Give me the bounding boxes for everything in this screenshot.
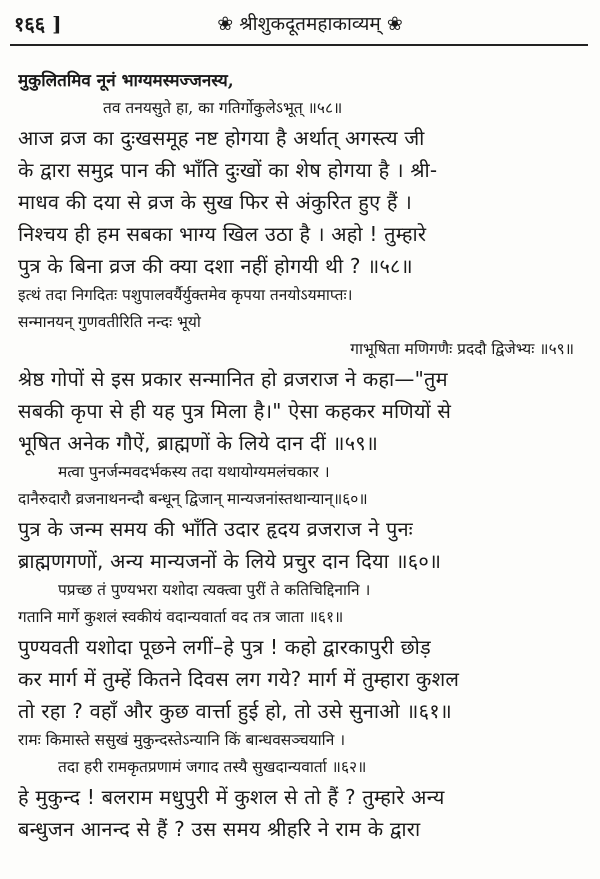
translation-line: सबकी कृपा से ही यह पुत्र मिला है।" ऐसा कहकर मणियों से (18, 399, 452, 423)
verse-line: रामः किमास्ते ससुखं मुकुन्दस्तेऽन्यानि किं बान्धवसञ्चयानि । (18, 731, 346, 749)
verse-line: तदा हरी रामकृतप्रणामं जगाद तस्यै सुखदान्यवार्ता ॥६२॥ (58, 758, 367, 776)
translation-line: के द्वारा समुद्र पान की भाँति दुःखों का शेष होगया है । श्री- (18, 158, 438, 182)
verse-line: मत्वा पुनर्जन्मवदर्भकस्य तदा यथायोग्यमलंचकार । (58, 463, 330, 481)
verse-line: मुकुलितमिव नूनं भाग्यमस्मज्जनस्य, (18, 71, 234, 91)
translation-line: भूषित अनेक गौऐं, ब्राह्मणों के लिये दान दीं ॥५९॥ (18, 431, 379, 455)
translation-line: पुत्र के जन्म समय की भाँति उदार हृदय व्रजराज ने पुनः (18, 517, 413, 541)
translation-line: कर मार्ग में तुम्हें कितने दिवस लग गये? मार्ग में तुम्हारा कुशल (18, 667, 460, 691)
translation-line: पुत्र के बिना व्रज की क्या दशा नहीं होगयी थी ? ॥५८॥ (18, 254, 413, 278)
translation-line: बन्धुजन आनन्द से हैं ? उस समय श्रीहरि ने राम के द्वारा (18, 817, 421, 841)
page-body (18, 68, 586, 845)
verse-line: दानैरुदारौ व्रजनाथनन्दौ बन्धून् द्विजान् मान्यजनांस्तथान्यान्॥६०॥ (18, 490, 368, 508)
translation-line: निश्चय ही हम सबका भाग्य खिल उठा है । अहो ! तुम्हारे (18, 222, 427, 246)
verse-line: गतानि मार्गे कुशलं स्वकीयं वदान्यवार्ता वद तत्र जाता ॥६१॥ (18, 608, 344, 626)
verse-line: सन्मानयन् गुणवतीरिति नन्दः भूयो (18, 313, 201, 331)
translation-line: ब्राह्मणगणों, अन्य मान्यजनों के लिये प्रचुर दान दिया ॥६०॥ (18, 549, 442, 573)
page-header (10, 8, 590, 40)
verse-line: इत्थं तदा निगदितः पशुपालवर्यैर्युक्तमेव कृपया तनयोऽयमाप्तः। (18, 286, 353, 304)
translation-line: पुण्यवती यशोदा पूछने लगीं–हे पुत्र ! कहो द्वारकापुरी छोड़ (18, 635, 431, 659)
verse-line: तव तनयसुते हा, का गतिर्गोकुलेऽभूत् ॥५८॥ (103, 99, 343, 117)
translation-line: तो रहा ? वहाँ और कुछ वार्त्ता हुई हो, तो उसे सुनाओ ॥६१॥ (18, 699, 452, 723)
translation-line: हे मुकुन्द ! बलराम मधुपुरी में कुशल से तो हैं ? तुम्हारे अन्य (18, 785, 445, 809)
verse-line: पप्रच्छ तं पुण्यभरा यशोदा त्यक्त्वा पुरीं ते कतिचिद्दिनानि । (58, 581, 371, 599)
verse-line: गाभूषिता मणिगणैः प्रददौ द्विजेभ्यः ॥५९॥ (350, 340, 574, 358)
translation-line: आज व्रज का दुःखसमूह नष्ट होगया है अर्थात् अगस्त्य जी (18, 126, 425, 150)
header-rule (10, 44, 588, 46)
running-title: ❀ श्रीशुकदूतमहाकाव्यम् ❀ (217, 13, 403, 35)
translation-line: श्रेष्ठ गोपों से इस प्रकार सन्मानित हो व्रजराज ने कहा—"तुम (18, 367, 448, 391)
translation-line: माधव की दया से व्रज के सुख फिर से अंकुरित हुए हैं । (18, 190, 413, 214)
page-number: १६६ ] (14, 12, 62, 36)
